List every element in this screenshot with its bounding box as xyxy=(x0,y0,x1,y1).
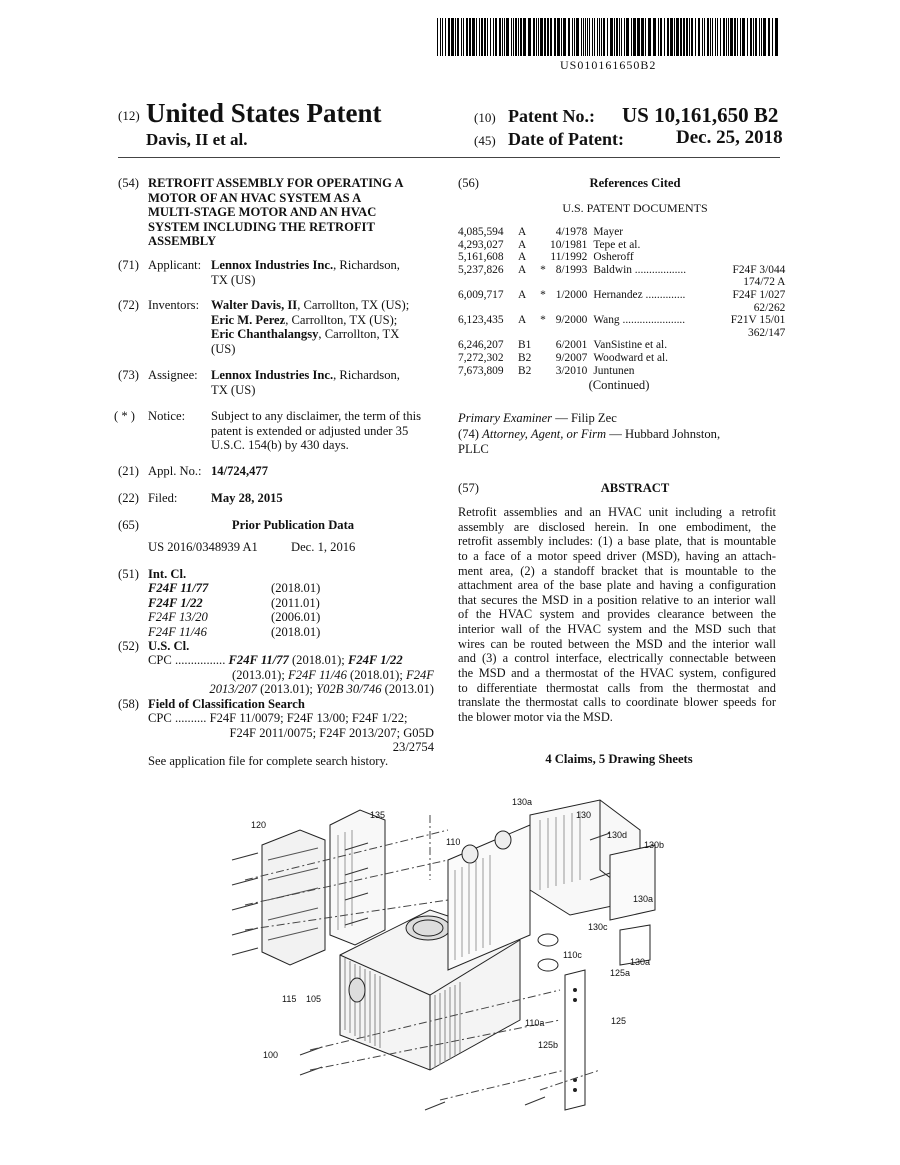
ref-label-135: 135 xyxy=(370,810,386,820)
applicant: Lennox Industries Inc., Richardson, TX (US) xyxy=(211,258,400,287)
code-52: (52) xyxy=(118,639,139,653)
ref-label-115: 115 xyxy=(282,994,297,1004)
field-search-label: Field of Classification Search xyxy=(148,697,305,711)
prior-pub-title: Prior Publication Data xyxy=(231,518,355,532)
filed-date: May 28, 2015 xyxy=(211,491,283,505)
references-continued: (Continued) xyxy=(588,378,650,392)
assignee: Lennox Industries Inc., Richardson, TX (US) xyxy=(211,368,400,397)
abstract-line: wires can be routed between the MSD and the interior wall xyxy=(458,636,776,651)
assignee-label: Assignee: xyxy=(148,368,198,382)
ref-label-110c: 110c xyxy=(563,950,582,960)
reference-row: 7,272,302 B2 9/2007 Woodward et al. xyxy=(458,351,669,364)
publication-number: US010161650B2 xyxy=(560,58,657,72)
abstract-line: ment area, (2) a standoff bracket that is mountable to the xyxy=(458,563,776,578)
abstract-line: to a face of a motor speed driver (MSD), having an attach- xyxy=(458,548,776,563)
ref-label-130d: 130d xyxy=(607,830,628,840)
header-rule xyxy=(118,157,780,158)
references-title: References Cited xyxy=(589,176,681,190)
ref-label-100: 100 xyxy=(263,1050,279,1060)
claims-sheets: 4 Claims, 5 Drawing Sheets xyxy=(545,752,693,766)
reference-row: 4,085,594 A 4/1978 Mayer xyxy=(458,226,624,238)
date-label: Date of Patent: xyxy=(508,129,624,149)
abstract-line: translate the thermostat calls to coordinate blower speeds for xyxy=(458,695,776,710)
ref-label-130a-mid: 130a xyxy=(633,894,654,904)
ref-label-125: 125 xyxy=(611,1016,627,1026)
abstract-line: retrofit assembly includes: (1) a base plate, that is mountable xyxy=(458,534,776,549)
prior-pub-number: US 2016/0348939 A1 xyxy=(148,540,258,554)
prior-pub-date: Dec. 1, 2016 xyxy=(291,540,356,554)
ref-label-120: 120 xyxy=(251,820,267,830)
abstract-line: interior wall of the HVAC system and the MSD such that xyxy=(458,622,776,637)
abstract-line: to differentiate thermostat calls from the thermostat and xyxy=(458,680,776,695)
code-65: (65) xyxy=(118,518,139,532)
references-subtitle: U.S. PATENT DOCUMENTS xyxy=(562,201,708,215)
int-cl-label: Int. Cl. xyxy=(148,567,187,581)
reference-row: 6,246,207 B1 6/2001 VanSistine et al. xyxy=(458,339,668,352)
ref-label-110a: 110a xyxy=(525,1018,545,1028)
ref-label-125b: 125b xyxy=(538,1040,559,1050)
abstract-line: and (3) a control interface, electrically connectable between xyxy=(458,651,776,666)
abstract-line: assembly are disclosed herein. In one embodiment, the xyxy=(458,519,776,534)
ref-label-130a-low: 130a xyxy=(630,957,651,967)
ref-label-105: 105 xyxy=(306,994,322,1004)
abstract-text xyxy=(458,505,776,725)
us-cl-cpc: CPC ................ F24F 11/77 (2018.01); F24F 1/22 (2013.01); F24F 11/46 (2018.01); F24F 2013/207 (2013.01); Y02B 30/746 (2013.01) xyxy=(148,653,434,697)
applicant-label: Applicant: xyxy=(148,258,202,272)
code-22: (22) xyxy=(118,491,139,505)
inventors-short: Davis, II et al. xyxy=(146,130,248,149)
reference-row: 7,673,809 B2 3/2010 Juntunen xyxy=(458,364,635,377)
abstract-line: of the HVAC system and provides clearance between the xyxy=(458,607,776,622)
us-cl-label: U.S. Cl. xyxy=(148,639,190,653)
ref-label-130b: 130b xyxy=(644,840,665,850)
patent-number: US 10,161,650 B2 xyxy=(622,103,779,127)
notice-label: Notice: xyxy=(148,409,186,423)
reference-row: 6,123,435 A * 9/2000 Wang ...................... F21V 15/01 xyxy=(458,314,786,327)
code-21: (21) xyxy=(118,464,139,478)
field-search-note: See application file for complete search history. xyxy=(148,754,389,768)
code-72: (72) xyxy=(118,298,139,312)
code-51: (51) xyxy=(118,567,139,581)
ref-label-130a-top: 130a xyxy=(512,797,533,807)
abstract-line: Retrofit assemblies and an HVAC unit including a retrofit xyxy=(458,505,776,519)
appl-no-label: Appl. No.: xyxy=(148,464,202,478)
code-57: (57) xyxy=(458,481,479,495)
reference-row-continuation: 174/72 A xyxy=(743,276,786,289)
appl-no: 14/724,477 xyxy=(211,464,269,478)
ref-label-125a: 125a xyxy=(610,968,631,978)
reference-row-continuation: 62/262 xyxy=(753,301,786,314)
notice-text: Subject to any disclaimer, the term of this patent is extended or adjusted under 35 U.S.C. 154(b) by 430 days. xyxy=(211,409,422,453)
code-54: (54) xyxy=(118,176,139,190)
abstract-line: the MSD and a thermostat of the HVAC system, configured xyxy=(458,666,776,681)
reference-row: 5,237,826 A * 8/1993 Baldwin .................. F24F 3/044 xyxy=(458,263,786,276)
patent-no-label: Patent No.: xyxy=(508,106,595,126)
code-58: (58) xyxy=(118,697,139,711)
reference-row: 6,009,717 A * 1/2000 Hernandez .............. F24F 1/027 xyxy=(458,288,786,301)
filed-label: Filed: xyxy=(148,491,178,505)
code-56: (56) xyxy=(458,176,479,190)
inventors: Walter Davis, II, Carrollton, TX (US); Eric M. Perez, Carrollton, TX (US); Eric Chanthalangsy, Carrollton, TX (US) xyxy=(211,298,410,356)
code-73: (73) xyxy=(118,368,139,382)
code-notice: ( * ) xyxy=(114,409,135,423)
ref-label-130c: 130c xyxy=(588,922,608,932)
code-10: (10) xyxy=(474,110,496,125)
code-12: (12) xyxy=(118,108,140,123)
reference-row: 4,293,027 A 10/1981 Tepe et al. xyxy=(458,238,641,251)
int-cl-list: F24F 11/77 (2018.01) F24F 1/22 (2011.01) F24F 13/20 (2006.01) F24F 11/46 (2018.01) xyxy=(148,581,321,639)
patent-drawing xyxy=(0,790,900,1160)
invention-title: RETROFIT ASSEMBLY FOR OPERATING A MOTOR OF AN HVAC SYSTEM AS A MULTI-STAGE MOTOR AND AN HVAC SYSTEM INCLUDING THE RETROFIT ASSEMBLY xyxy=(148,176,404,249)
ref-label-130: 130 xyxy=(576,810,592,820)
patent-date: Dec. 25, 2018 xyxy=(676,127,783,148)
reference-row: 5,161,608 A 11/1992 Osheroff xyxy=(458,251,634,264)
abstract-title: ABSTRACT xyxy=(600,481,670,495)
abstract-line: the blower motor via the MSD. xyxy=(458,709,613,724)
field-search-cpc: CPC .......... F24F 11/0079; F24F 13/00; F24F 1/22; F24F 2011/0075; F24F 2013/207; G05D 23/2754 xyxy=(148,711,434,755)
document-type: United States Patent xyxy=(146,98,382,128)
reference-row-continuation: 362/147 xyxy=(748,326,786,339)
code-71: (71) xyxy=(118,258,139,272)
barcode xyxy=(437,18,779,56)
abstract-line: attachment area of the base plate and having a configuration xyxy=(458,578,776,593)
attorney: (74) Attorney, Agent, or Firm — Hubbard Johnston, PLLC xyxy=(458,427,721,456)
primary-examiner: Primary Examiner — Filip Zec xyxy=(458,411,617,425)
code-45: (45) xyxy=(474,133,496,148)
abstract-line: that secures the MSD in a position relative to an interior wall xyxy=(458,592,776,607)
references-table xyxy=(458,226,785,377)
ref-label-110: 110 xyxy=(446,837,461,847)
inventors-label: Inventors: xyxy=(148,298,200,312)
